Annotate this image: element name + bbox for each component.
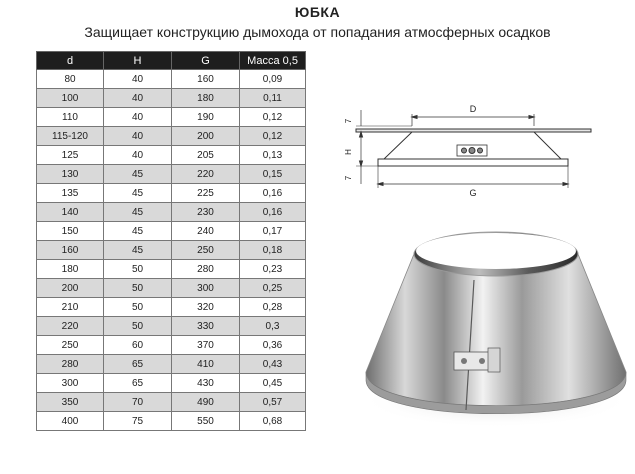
table-cell: 350	[37, 393, 104, 412]
table-cell: 160	[37, 241, 104, 260]
table-cell: 280	[172, 260, 240, 279]
header-cell: G	[172, 52, 240, 70]
table-row	[37, 146, 306, 165]
clamp	[454, 352, 492, 370]
table-cell: 400	[37, 412, 104, 431]
table-cell: 110	[37, 108, 104, 127]
dim-label-bottom: 7	[344, 175, 353, 181]
page-subtitle: Защищает конструкцию дымохода от попадания атмосферных осадков	[84, 24, 551, 40]
table-cell: 60	[104, 336, 172, 355]
table-body	[37, 70, 306, 431]
table-cell: 45	[104, 203, 172, 222]
table-row	[37, 89, 306, 108]
table-cell: 220	[37, 317, 104, 336]
table-cell: 130	[37, 165, 104, 184]
table-cell: 150	[37, 222, 104, 241]
table-header-row	[37, 52, 306, 70]
table-row	[37, 222, 306, 241]
table-cell: 0,16	[240, 184, 306, 203]
table-row	[37, 203, 306, 222]
table-cell: 225	[172, 184, 240, 203]
table-cell: 100	[37, 89, 104, 108]
table-row	[37, 412, 306, 431]
table-cell: 200	[37, 279, 104, 298]
table-cell: 0,36	[240, 336, 306, 355]
table-cell: 250	[172, 241, 240, 260]
table-cell: 45	[104, 222, 172, 241]
table-cell: 250	[37, 336, 104, 355]
table-cell: 40	[104, 146, 172, 165]
table-row	[37, 279, 306, 298]
table-cell: 0,68	[240, 412, 306, 431]
table-cell: 50	[104, 317, 172, 336]
table-cell: 220	[172, 165, 240, 184]
spec-table	[36, 51, 306, 431]
table-cell: 230	[172, 203, 240, 222]
table-cell: 0,25	[240, 279, 306, 298]
table-cell: 65	[104, 374, 172, 393]
table-cell: 205	[172, 146, 240, 165]
table-cell: 0,28	[240, 298, 306, 317]
table-cell: 0,12	[240, 127, 306, 146]
dim-label-h: H	[344, 149, 353, 155]
product-image	[356, 222, 631, 432]
table-cell: 45	[104, 165, 172, 184]
table-cell: 300	[37, 374, 104, 393]
table-cell: 40	[104, 70, 172, 89]
table-cell: 180	[172, 89, 240, 108]
table-cell: 490	[172, 393, 240, 412]
table-cell: 0,13	[240, 146, 306, 165]
table-cell: 0,17	[240, 222, 306, 241]
table-cell: 0,15	[240, 165, 306, 184]
table-cell: 40	[104, 108, 172, 127]
table-row	[37, 165, 306, 184]
table-cell: 80	[37, 70, 104, 89]
technical-drawing	[336, 96, 635, 206]
table-cell: 50	[104, 279, 172, 298]
table-cell: 0,43	[240, 355, 306, 374]
table-cell: 0,45	[240, 374, 306, 393]
table-cell: 45	[104, 241, 172, 260]
table-cell: 210	[37, 298, 104, 317]
table-cell: 190	[172, 108, 240, 127]
table-cell: 0,18	[240, 241, 306, 260]
table-cell: 240	[172, 222, 240, 241]
table-cell: 0,11	[240, 89, 306, 108]
table-cell: 140	[37, 203, 104, 222]
table-cell: 180	[37, 260, 104, 279]
table-cell: 330	[172, 317, 240, 336]
table-cell: 70	[104, 393, 172, 412]
table-cell: 200	[172, 127, 240, 146]
page-title: ЮБКА	[294, 4, 341, 20]
table-cell: 370	[172, 336, 240, 355]
table-cell: 430	[172, 374, 240, 393]
table-cell: 160	[172, 70, 240, 89]
table-cell: 135	[37, 184, 104, 203]
dim-label-top: 7	[344, 118, 353, 124]
table-row	[37, 108, 306, 127]
table-cell: 40	[104, 127, 172, 146]
table-cell: 0,12	[240, 108, 306, 127]
table-row	[37, 241, 306, 260]
table-cell: 45	[104, 184, 172, 203]
table-cell: 115-120	[37, 127, 104, 146]
table-cell: 50	[104, 298, 172, 317]
table-cell: 320	[172, 298, 240, 317]
table-cell: 550	[172, 412, 240, 431]
header-cell: d	[37, 52, 104, 70]
opening-interior	[416, 233, 576, 269]
table-row	[37, 374, 306, 393]
dim-label-d: D	[469, 104, 477, 114]
table-cell: 300	[172, 279, 240, 298]
table-cell: 40	[104, 89, 172, 108]
table-row	[37, 336, 306, 355]
table-row	[37, 184, 306, 203]
table-row	[37, 317, 306, 336]
header-cell: H	[104, 52, 172, 70]
table-cell: 125	[37, 146, 104, 165]
table-row	[37, 260, 306, 279]
table-cell: 0,16	[240, 203, 306, 222]
table-row	[37, 127, 306, 146]
dim-label-g: G	[469, 188, 477, 198]
table-cell: 0,57	[240, 393, 306, 412]
table-cell: 0,23	[240, 260, 306, 279]
table-cell: 0,09	[240, 70, 306, 89]
table-cell: 0,3	[240, 317, 306, 336]
table-cell: 50	[104, 260, 172, 279]
table-cell: 75	[104, 412, 172, 431]
table-cell: 280	[37, 355, 104, 374]
table-row	[37, 393, 306, 412]
table-row	[37, 355, 306, 374]
table-row	[37, 298, 306, 317]
table-cell: 65	[104, 355, 172, 374]
header-cell: Масса 0,5	[240, 52, 306, 70]
table-row	[37, 70, 306, 89]
table-cell: 410	[172, 355, 240, 374]
